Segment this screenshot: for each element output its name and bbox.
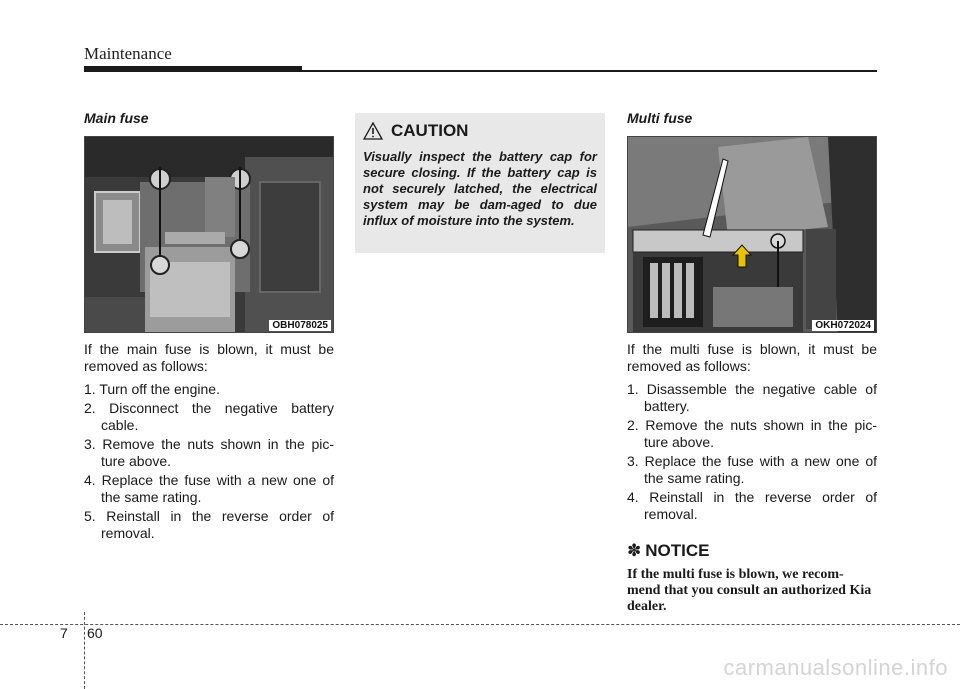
main-fuse-column — [84, 110, 334, 544]
footer-vertical-divider — [84, 612, 85, 689]
notice-header — [627, 541, 877, 561]
step-item: 1. Turn off the engine. — [84, 381, 220, 397]
step-item: 2. Disconnect the negative battery cable. — [84, 400, 334, 433]
caution-header — [363, 121, 597, 141]
main-fuse-heading: Main fuse — [84, 110, 149, 126]
notice-text: If the multi fuse is blown, we recom-mend that you consult an authorized Kia dealer. — [627, 567, 872, 614]
notice-title: NOTICE — [645, 541, 710, 560]
caution-box — [355, 113, 605, 253]
multi-fuse-column — [627, 110, 877, 615]
header-rule-thick — [84, 66, 302, 72]
step-item: 3. Remove the nuts shown in the pic-ture above. — [84, 436, 334, 469]
step-item: 4. Replace the fuse with a new one of the same rating. — [84, 472, 334, 505]
step-item: 5. Reinstall in the reverse order of removal. — [84, 508, 334, 541]
step-item: 2. Remove the nuts shown in the pic-ture above. — [627, 417, 877, 450]
watermark: carmanualsonline.info — [723, 655, 948, 680]
step-item: 1. Disassemble the negative cable of battery. — [627, 381, 877, 414]
multi-fuse-intro: If the multi fuse is blown, it must be removed as follows: — [627, 341, 877, 374]
footer-divider — [0, 624, 960, 625]
step-item: 3. Replace the fuse with a new one of the same rating. — [627, 453, 877, 486]
multi-fuse-photo — [627, 136, 877, 333]
warning-triangle-icon — [363, 122, 383, 140]
photo-code: OKH072024 — [812, 320, 874, 331]
notice-symbol-icon: ✽ — [627, 541, 642, 560]
step-item: 4. Reinstall in the reverse order of removal. — [627, 489, 877, 522]
multi-fuse-steps — [627, 381, 877, 523]
caution-text: Visually inspect the battery cap for secure closing. If the battery cap is not securely latched, the electrical system may be dam-aged to due influx of moisture into the system. — [363, 149, 597, 228]
chapter-number: 7 — [60, 625, 68, 641]
photo-code: OBH078025 — [269, 320, 331, 331]
main-fuse-illustration — [85, 137, 334, 333]
page-number: 60 — [87, 625, 103, 641]
main-fuse-intro: If the main fuse is blown, it must be removed as follows: — [84, 341, 334, 374]
main-fuse-photo — [84, 136, 334, 333]
caution-title: CAUTION — [391, 121, 469, 140]
multi-fuse-heading: Multi fuse — [627, 110, 693, 126]
header-rule-thin — [302, 70, 877, 72]
multi-fuse-illustration — [628, 137, 877, 333]
main-fuse-steps — [84, 381, 334, 542]
section-title: Maintenance — [84, 44, 172, 63]
